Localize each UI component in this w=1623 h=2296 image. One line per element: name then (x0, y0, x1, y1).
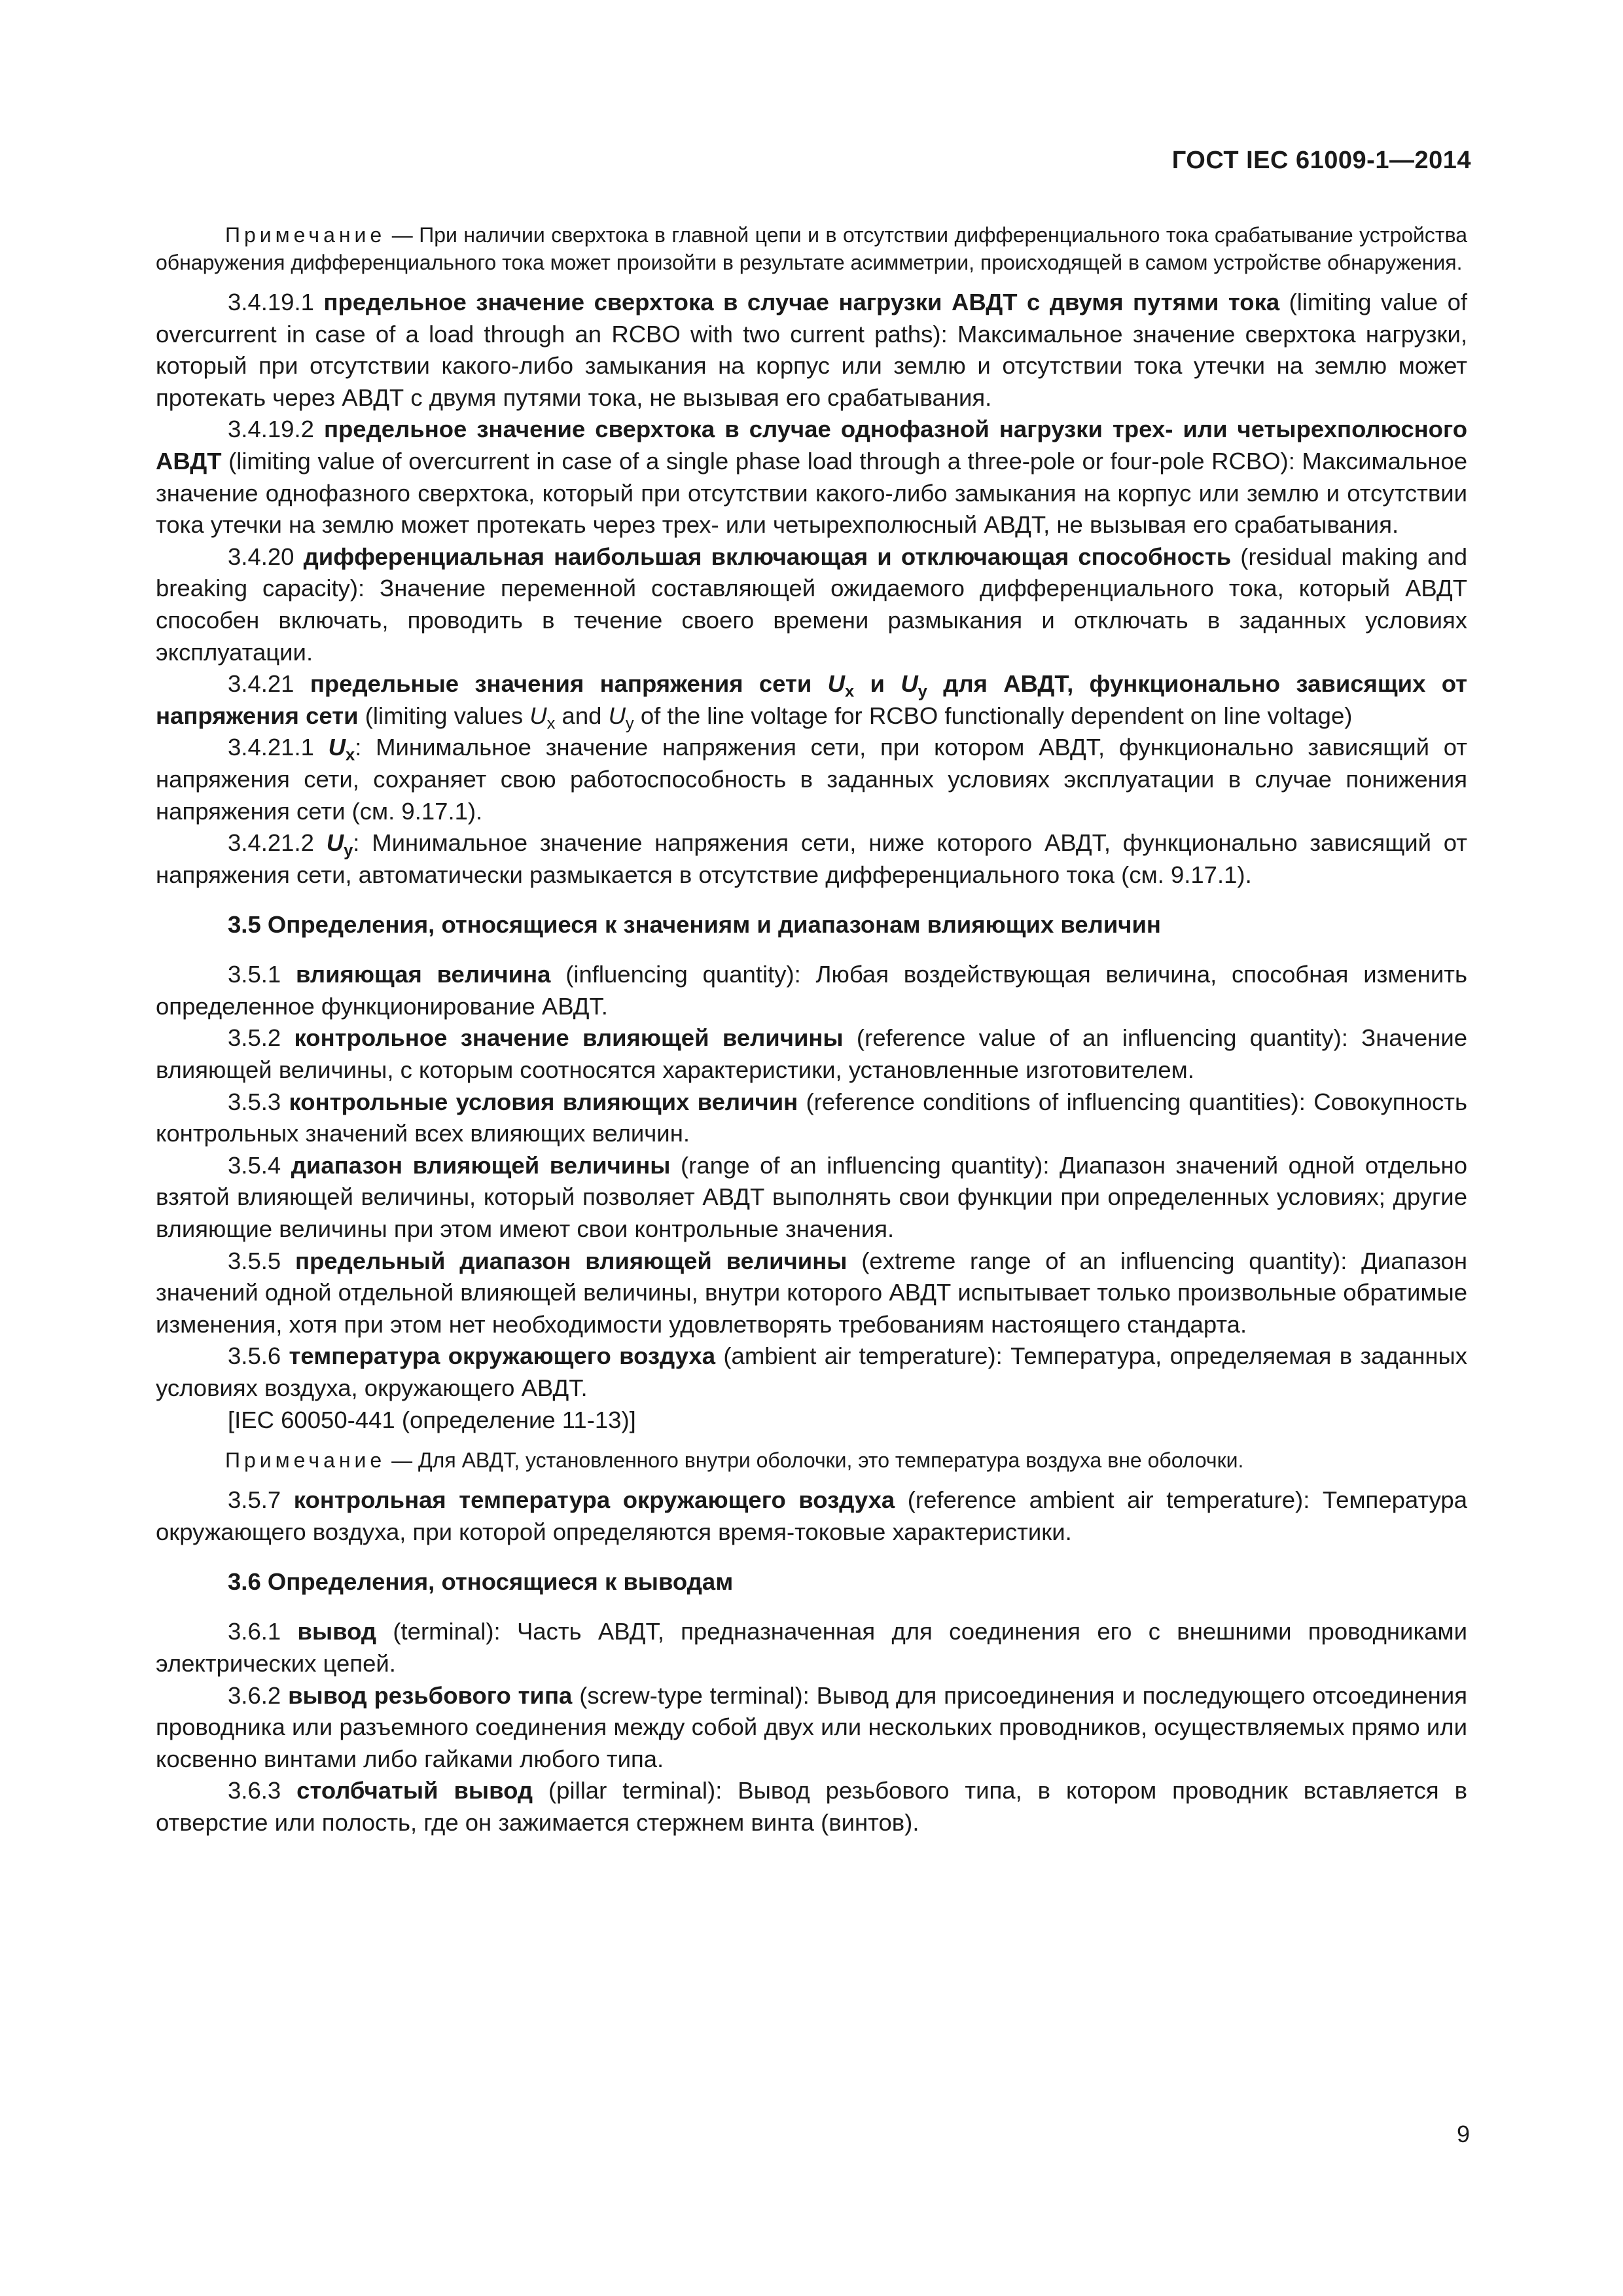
clause-3-4-21-1: 3.4.21.1 $U_x$: Минимальное значение напряжения сети, при котором АВДТ, функционально зависящий от напряжения сети, сохраняет свою работоспособность в заданных условиях эксплуатации в случае понижения напряжения сети (см. 9.17.1). (156, 734, 1468, 825)
term: диапазон влияющей величины (291, 1151, 671, 1179)
clause-3-4-21: 3.4.21 предельные значения напряжения сети $U_x$ и $U_y$ для АВДТ, функционально зависящих от напряжения сети (limiting values $U_x$ and $U_y$ of the line voltage for RCBO functionally dependent on line voltage) (156, 670, 1467, 733)
note-text: — Для АВДТ, установленного внутри оболочки, это температура воздуха вне оболочки. (385, 1448, 1244, 1473)
note-overcurrent-asymmetry (156, 221, 1467, 276)
clause-3-5-6: 3.5.6 температура окружающего воздуха (ambient air temperature): Температура, определяемая в заданных условиях воздуха, окружающего АВДТ. (156, 1342, 1467, 1401)
term: контрольное значение влияющей величины (294, 1024, 844, 1052)
term: предельный диапазон влияющей величины (295, 1247, 847, 1274)
page-content (156, 221, 1467, 1839)
note-text: — При наличии сверхтока в главной цепи и в отсутствии дифференциального тока срабатывание устройства обнаружения дифференциального тока может произойти в результате асимметрии, происходящей в самом устройстве обнаружения. (156, 223, 1467, 274)
clause-3-6-1: 3.6.1 вывод (terminal): Часть АВДТ, предназначенная для соединения его с внешними проводниками электрических цепей. (156, 1618, 1467, 1677)
page-number: 9 (1456, 2121, 1470, 2147)
term: дифференциальная наибольшая включающая и отключающая способность (303, 543, 1232, 570)
clause-3-4-19-2: 3.4.19.2 предельное значение сверхтока в случае однофазной нагрузки трех- или четырехполюсного АВДТ (limiting value of overcurrent in case of a single phase load through a three-pole or four-pole RCBO): Максимальное значение однофазного сверхтока, который при отсутствии какого-либо замыкания на корпус или землю и отсутствии тока утечки на землю может протекать через трех- или четырехполюсный АВДТ, не вызывая его срабатывания. (156, 416, 1467, 539)
clause-3-5-7: 3.5.7 контрольная температура окружающего воздуха (reference ambient air temperature): Температура окружающего воздуха, при которой определяются время-токовые характеристики. (156, 1486, 1467, 1545)
note-ambient-temperature (156, 1446, 1467, 1474)
term: столбчатый вывод (296, 1777, 533, 1804)
reference-iec-60050-441: [IEC 60050-441 (определение 11-13)] (228, 1406, 636, 1433)
clause-3-5-1: 3.5.1 влияющая величина (influencing quantity): Любая воздействующая величина, способная изменить определенное функционирование АВДТ. (156, 961, 1467, 1020)
clause-3-5-3: 3.5.3 контрольные условия влияющих величин (reference conditions of influencing quantities): Совокупность контрольных значений всех влияющих величин. (156, 1088, 1467, 1147)
clause-3-5-5: 3.5.5 предельный диапазон влияющей величины (extreme range of an influencing quantity): Диапазон значений одной отдельной влияющей величины, внутри которого АВДТ испытывает только произвольные обратимые изменения, хотя при этом нет необходимости удовлетворять требованиям настоящего стандарта. (156, 1247, 1467, 1338)
term: вывод (297, 1618, 377, 1645)
clause-3-4-21-2: 3.4.21.2 $U_y$: Минимальное значение напряжения сети, ниже которого АВДТ, функционально зависящий от напряжения сети, автоматически размыкается в отсутствие дифференциального тока (см. 9.17.1). (156, 829, 1468, 888)
term: контрольные условия влияющих величин (289, 1088, 798, 1115)
clause-3-6-3: 3.6.3 столбчатый вывод (pillar terminal): Вывод резьбового типа, в котором проводник вставляется в отверстие или полость, где он зажимается стержнем винта (винтов). (156, 1777, 1467, 1836)
term: температура окружающего воздуха (289, 1342, 716, 1370)
clause-3-5-2: 3.5.2 контрольное значение влияющей величины (reference value of an influencing quantity): Значение влияющей величины, с которым соотносятся характеристики, установленные изготовителем. (156, 1024, 1468, 1084)
section-heading-3-6: 3.6 Определения, относящиеся к выводам (228, 1568, 734, 1596)
term: влияющая величина (295, 961, 551, 988)
clause-3-4-20: 3.4.20 дифференциальная наибольшая включающая и отключающая способность (residual making and breaking capacity): Значение переменной составляющей ожидаемого дифференциального тока, который АВДТ способен включать, проводить в течение своего времени размыкания и отключать в заданных условиях эксплуатации. (156, 543, 1467, 666)
clause-3-4-19-1: 3.4.19.1 предельное значение сверхтока в случае нагрузки АВДТ с двумя путями тока (limiting value of overcurrent in case of a load through an RCBO with two current paths): Максимальное значение сверхтока нагрузки, который при отсутствии какого-либо замыкания на корпус или землю и отсутствии тока утечки на землю может протекать через АВДТ с двумя путями тока, не вызывая его срабатывания. (156, 289, 1468, 411)
term: предельное значение сверхтока в случае однофазной нагрузки трех- или четырехполюсного АВДТ (156, 416, 1467, 475)
clause-3-6-2: 3.6.2 вывод резьбового типа (screw-type terminal): Вывод для присоединения и последующего отсоединения проводника или разъемного соединения между собой двух или нескольких проводников, осуществляемых прямо или косвенно винтами либо гайками любого типа. (156, 1681, 1467, 1772)
note-label: Примечание (225, 1448, 386, 1473)
term: предельное значение сверхтока в случае нагрузки АВДТ с двумя путями тока (323, 289, 1280, 315)
term: предельные значения напряжения сети $U_x$ и $U_y$ для АВДТ, функционально зависящих от напряжения сети (156, 670, 1467, 729)
note-label: Примечание (225, 223, 386, 247)
document-id-header: ГОСТ IEC 61009-1—2014 (1171, 147, 1471, 174)
term: контрольная температура окружающего воздуха (293, 1486, 895, 1514)
clause-3-5-4: 3.5.4 диапазон влияющей величины (range of an influencing quantity): Диапазон значений одной отдельно взятой влияющей величины, который позволяет АВДТ выполнять свои функции при определенных условиях; другие влияющие величины при этом имеют свои контрольные значения. (156, 1151, 1468, 1243)
section-heading-3-5: 3.5 Определения, относящиеся к значениям и диапазонам влияющих величин (228, 911, 1161, 939)
term: вывод резьбового типа (288, 1681, 573, 1709)
